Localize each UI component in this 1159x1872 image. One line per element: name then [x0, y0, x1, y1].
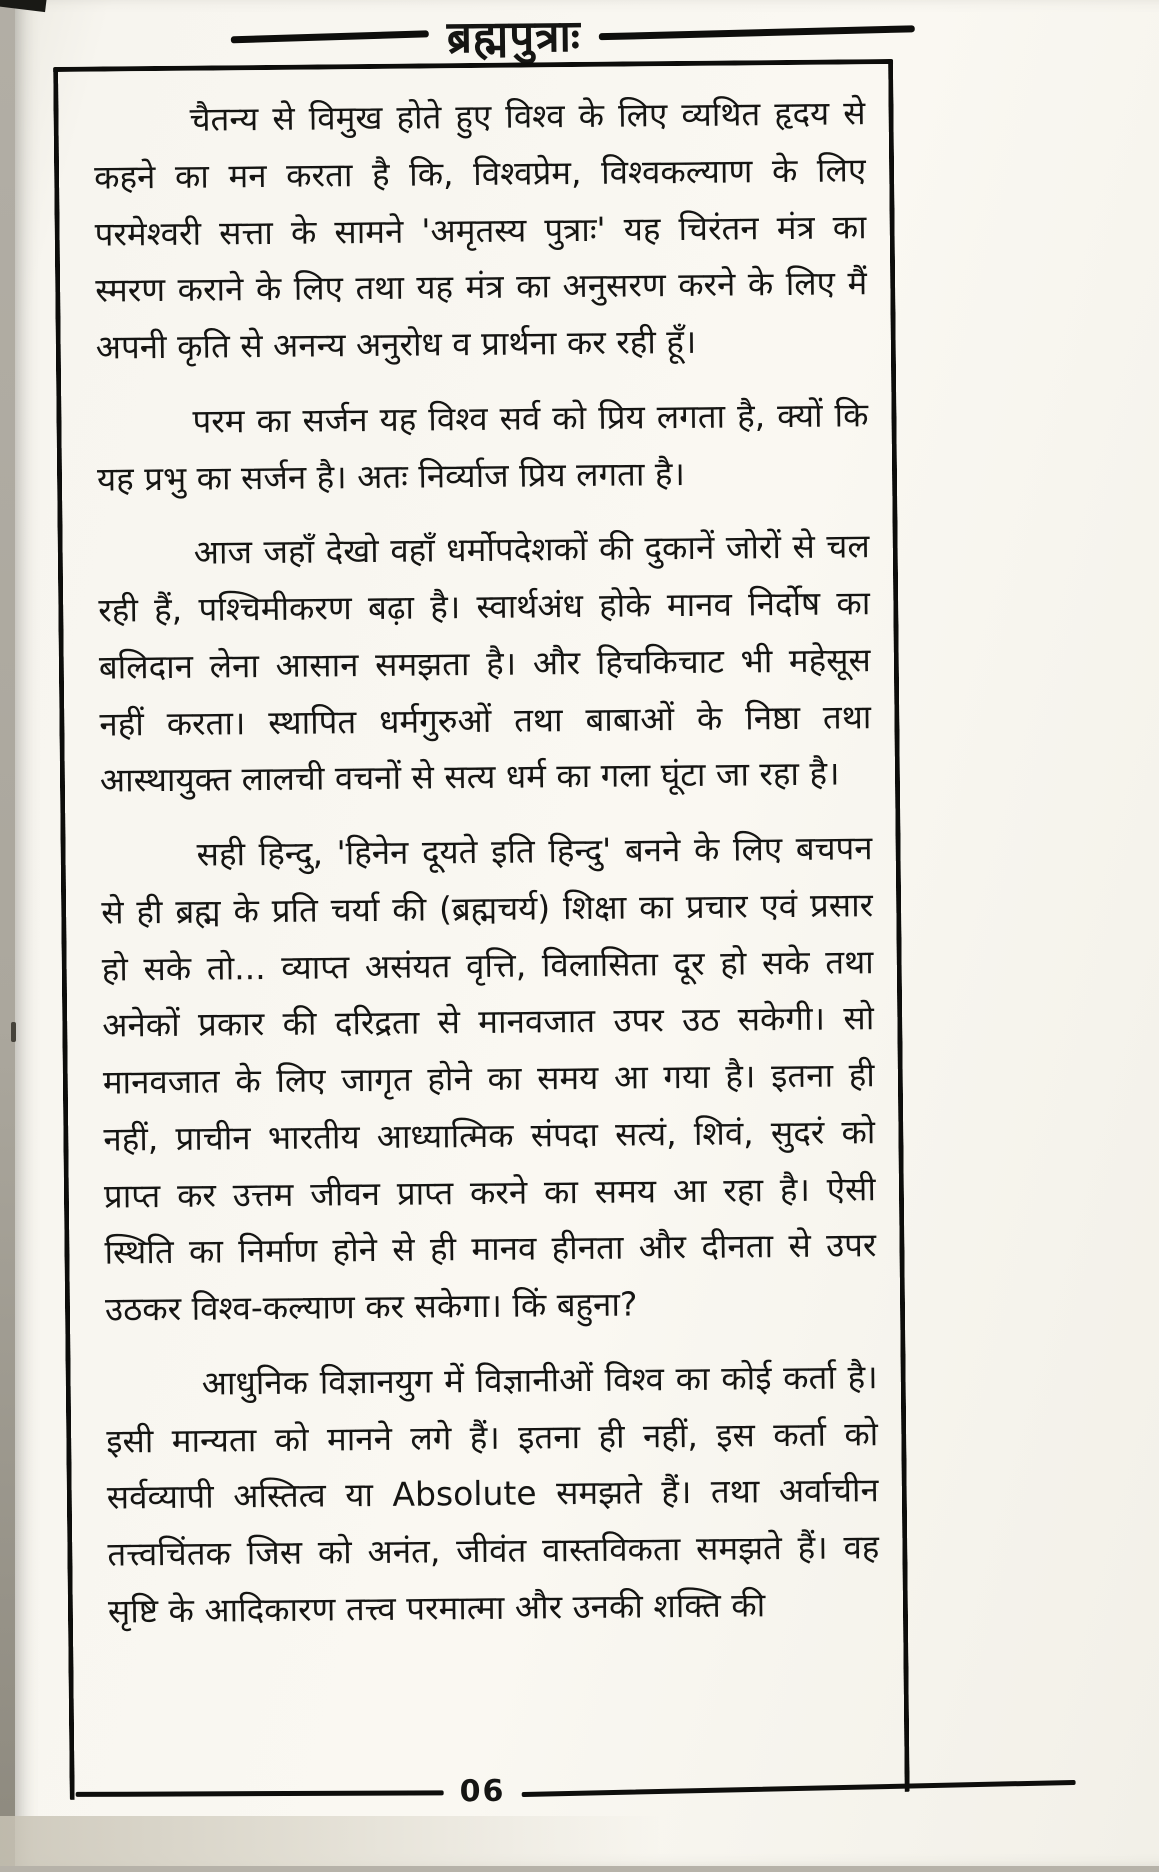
- paragraph: आज जहाँ देखो वहाँ धर्मोपदेशकों की दुकानें जोरों से चल रही हैं, पश्चिमीकरण बढ़ा है। स्वार्थअंध होके मानव निर्दोष का बलिदान लेना आसान समझता है। और हिचकिचाट भी महेसूस नहीं करता। स्थापित धर्मगुरुओं तथा बाबाओं के निष्ठा तथा आस्थायुक्त लालची वचनों से सत्य धर्म का गला घूंटा जा रहा है।: [98, 518, 873, 809]
- header-rule-right: [599, 25, 915, 40]
- footer-rule-right: [521, 1779, 1075, 1796]
- page-number: 06: [459, 1773, 505, 1808]
- paragraph: सही हिन्दु, 'हिनेन दूयते इति हिन्दु' बनने के लिए बचपन से ही ब्रह्म के प्रति चर्या की (ब्रह्मचर्य) शिक्षा का प्रचार एवं प्रसार हो सके तो... व्याप्त असंयत वृत्ति, विलासिता दूर हो सके तथा अनेकों प्रकार की दरिद्रता से मानवजात उपर उठ सकेगी। सो मानवजात के लिए जागृत होने का समय आ गया है। इतना ही नहीं, प्राचीन भारतीय आध्यात्मिक संपदा सत्यं, शिवं, सुदरं को प्राप्त कर उत्तम जीवन प्राप्त करने का समय आ रहा है। ऐसी स्थिति का निर्माण होने से ही मानव हीनता और दीनता से उपर उठकर विश्व-कल्याण कर सकेगा। किं बहुना?: [100, 820, 877, 1338]
- page-footer: [75, 1765, 1075, 1815]
- paragraph: परम का सर्जन यह विश्व सर्व को प्रिय लगता है, क्यों कि यह प्रभु का सर्जन है। अतः निर्व्याज प्रिय लगता है।: [96, 387, 869, 508]
- paragraph: चैतन्य से विमुख होते हुए विश्व के लिए व्यथित हृदय से कहने का मन करता है कि, विश्वप्रेम, विश्वकल्याण के लिए परमेश्वरी सत्ता के सामने 'अमृतस्य पुत्राः' यह चिरंतन मंत्र का स्मरण कराने के लिए तथा यह मंत्र का अनुसरण करने के लिए मैं अपनी कृति से अनन्य अनुरोध व प्रार्थना कर रही हूँ।: [93, 85, 868, 376]
- paragraph: आधुनिक विज्ञानयुग में विज्ञानीओं विश्व का कोई कर्ता है। इसी मान्यता को मानने लगे हैं। इतना ही नहीं, इस कर्ता को सर्वव्यापी अस्तित्व या Absolute समझते हैं। तथा अर्वाचीन तत्त्वचिंतक जिस को अनंत, जीवंत वास्तविकता समझते हैं। वह सृष्टि के आदिकारण तत्त्व परमात्मा और उनकी शक्ति की: [105, 1349, 880, 1640]
- header-rule-left: [231, 30, 429, 43]
- page-body-text: [93, 85, 881, 1760]
- footer-rule-left: [76, 1790, 444, 1797]
- page-title: ब्रह्मपुत्राः: [447, 4, 582, 65]
- page-header: [231, 3, 916, 66]
